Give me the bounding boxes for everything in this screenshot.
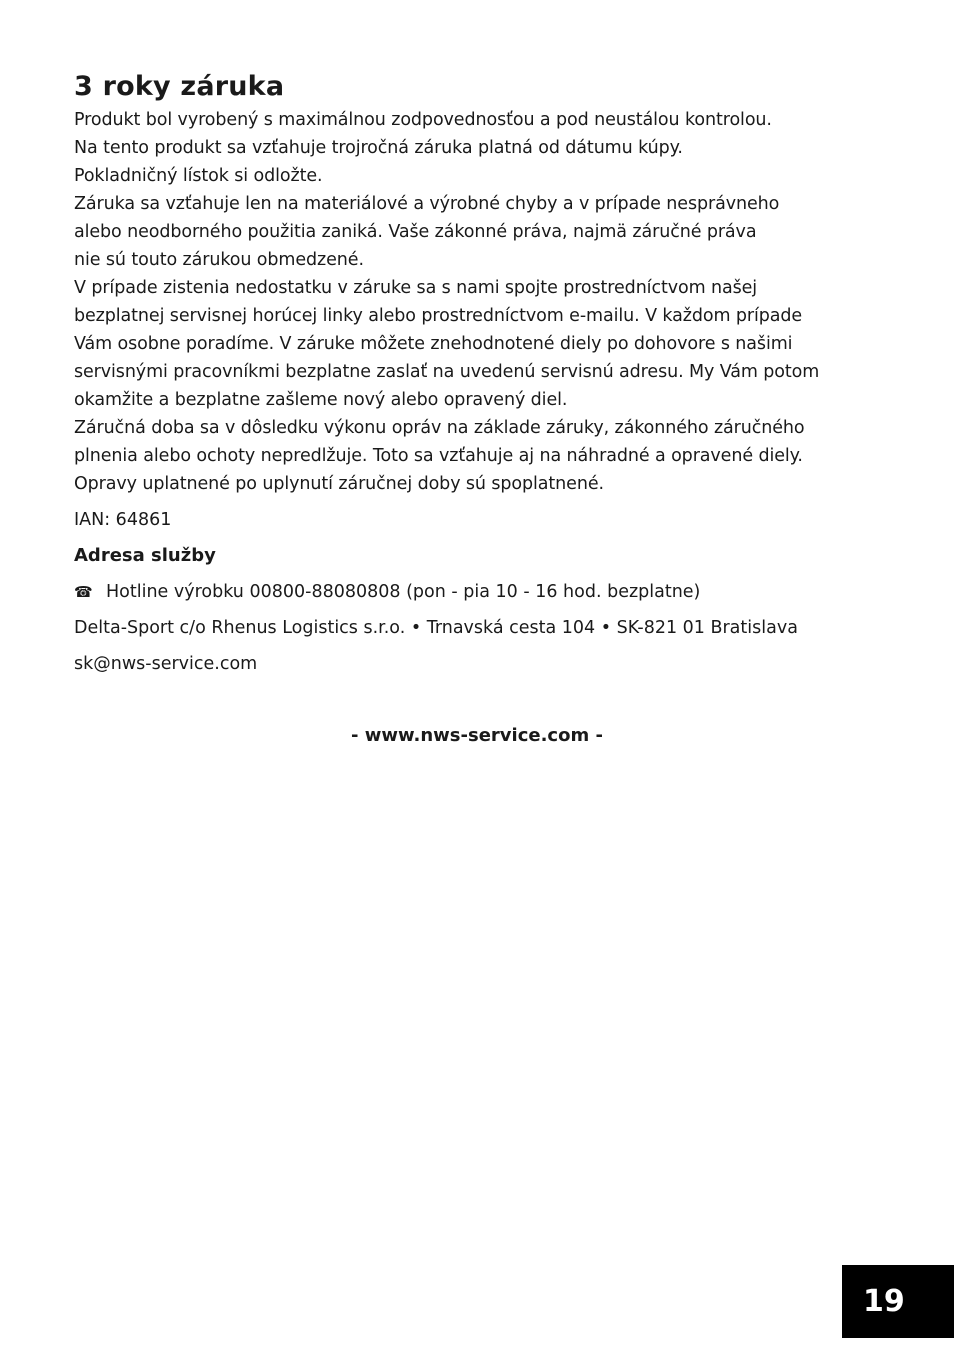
text-line: Produkt bol vyrobený s maximálnou zodpovednosťou a pod neustálou kontrolou. (74, 110, 772, 130)
service-email[interactable]: sk@nws-service.com (74, 654, 258, 674)
page-title: 3 roky záruka (74, 71, 285, 102)
text-line: V prípade zistenia nedostatku v záruke sa s nami spojte prostredníctvom našej (74, 278, 758, 298)
text-line: Opravy uplatnené po uplynutí záručnej doby sú spoplatnené. (74, 474, 604, 494)
text-line: Záručná doba sa v dôsledku výkonu opráv na základe záruky, zákonného záručného (74, 418, 805, 438)
warranty-section (74, 68, 894, 678)
text-line: Vám osobne poradíme. V záruke môžete znehodnotené diely po dohovore s našimi (74, 334, 793, 354)
hotline-line (74, 578, 894, 606)
service-address: Delta-Sport c/o Rhenus Logistics s.r.o. • Trnavská cesta 104 • SK-821 01 Bratislava (74, 618, 798, 638)
text-line: alebo neodborného použitia zaniká. Vaše zákonné práva, najmä záručné práva (74, 222, 757, 242)
text-line: servisnými pracovníkmi bezplatne zaslať na uvedenú servisnú adresu. My Vám potom (74, 362, 820, 382)
warranty-text (74, 106, 894, 498)
website-link[interactable]: - www.nws-service.com - (351, 725, 603, 746)
text-line: nie sú touto zárukou obmedzené. (74, 250, 364, 270)
phone-icon: ☎ (74, 583, 93, 601)
text-line: bezplatnej servisnej horúcej linky alebo prostredníctvom e-mailu. V každom prípade (74, 306, 803, 326)
text-line: plnenia alebo ochoty nepredlžuje. Toto sa vzťahuje aj na náhradné a opravené diely. (74, 446, 803, 466)
text-line: Záruka sa vzťahuje len na materiálové a výrobné chyby a v prípade nesprávneho (74, 194, 780, 214)
text-line: Na tento produkt sa vzťahuje trojročná záruka platná od dátumu kúpy. (74, 138, 683, 158)
ian-number: IAN: 64861 (74, 510, 172, 530)
service-address-title: Adresa služby (74, 545, 216, 566)
text-line: okamžite a bezplatne zašleme nový alebo opravený diel. (74, 390, 568, 410)
page-number: 19 (842, 1265, 954, 1338)
text-line: Pokladničný lístok si odložte. (74, 166, 323, 186)
hotline-text: Hotline výrobku 00800-88080808 (pon - pia 10 - 16 hod. bezplatne) (106, 582, 701, 602)
